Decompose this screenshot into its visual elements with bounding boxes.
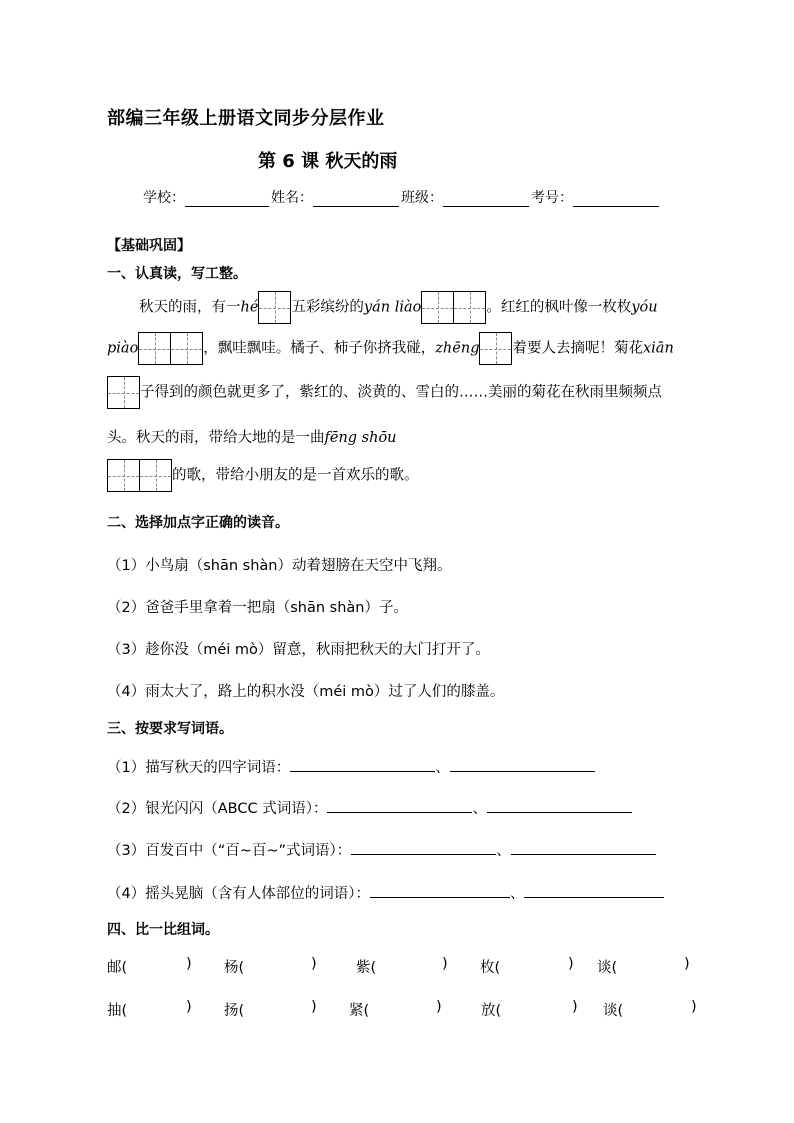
q2-item-1: （1）小鸟扇（shān shàn）动着翅膀在天空中飞翔。 — [107, 558, 452, 574]
student-info-row — [143, 187, 661, 207]
tianzige-box[interactable] — [421, 291, 486, 324]
word-pair-open: 谈( — [597, 960, 618, 976]
word-pair-close: ) — [186, 999, 192, 1015]
word-pair-open: 放( — [481, 1003, 502, 1019]
q3-prompt: （1）描写秋天的四字词语： — [107, 760, 291, 776]
q1-text: 五彩缤纷的 — [291, 299, 364, 316]
q1-text: 子得到的颜色就更多了，紫红的、淡黄的、雪白的……美丽的菊花在秋雨里频频点 — [140, 384, 662, 401]
lesson-title: 第 6 课 秋天的雨 — [258, 151, 398, 172]
word-pair-open: 邮( — [107, 960, 128, 976]
tianzige-box[interactable] — [138, 332, 203, 365]
q1-line-1 — [139, 291, 658, 324]
q3-prompt: （2）银光闪闪（ABCC 式词语）： — [107, 801, 328, 817]
pinyin-piao: piào — [107, 340, 139, 357]
q3-prompt: （4）摇头晃脑（含有人体部位的词语）： — [107, 886, 370, 902]
name-blank[interactable] — [313, 192, 399, 207]
pinyin-yanliao: yán liào — [363, 299, 422, 316]
tianzige-box[interactable] — [479, 332, 512, 365]
q4-row-1 — [0, 956, 794, 978]
class-label: 班级： — [401, 190, 443, 206]
q3-item-2 — [107, 797, 632, 818]
answer-blank[interactable] — [370, 883, 510, 898]
word-pair-open: 紫( — [356, 960, 377, 976]
answer-blank[interactable] — [524, 883, 664, 898]
separator: 、 — [472, 801, 487, 817]
q1-line-2 — [107, 332, 674, 365]
exam-number-blank[interactable] — [573, 192, 659, 207]
separator: 、 — [496, 843, 511, 859]
separator: 、 — [435, 760, 450, 776]
answer-blank[interactable] — [327, 798, 472, 813]
q3-prompt: （3）百发百中（“百~百~”式词语）： — [107, 843, 352, 859]
word-pair-open: 杨( — [224, 960, 245, 976]
q1-text: ，飘哇飘哇。橘子、柿子你挤我碰， — [203, 340, 436, 357]
pinyin-fengshou: fēng shōu — [324, 430, 397, 446]
separator: 、 — [509, 886, 525, 902]
tianzige-box[interactable] — [258, 291, 291, 324]
word-pair-close: ) — [311, 999, 317, 1015]
pinyin-he: hé — [240, 299, 259, 316]
q1-text: 头。秋天的雨，带给大地的是一曲 — [107, 430, 325, 446]
answer-blank[interactable] — [351, 840, 496, 855]
q1-heading: 一、认真读，写工整。 — [107, 266, 247, 282]
pinyin-you: yóu — [631, 299, 658, 316]
name-label: 姓名： — [271, 190, 313, 206]
worksheet-title: 部编三年级上册语文同步分层作业 — [107, 108, 385, 129]
word-pair-close: ) — [311, 956, 317, 972]
answer-blank[interactable] — [511, 840, 656, 855]
q2-heading: 二、选择加点字正确的读音。 — [107, 515, 289, 531]
word-pair-open: 紧( — [349, 1003, 370, 1019]
q4-heading: 四、比一比组词。 — [107, 922, 219, 938]
word-pair-close: ) — [186, 956, 192, 972]
q1-text: 秋天的雨，有一 — [139, 299, 241, 316]
exam-number-label: 考号： — [531, 190, 573, 206]
q3-item-3 — [107, 839, 656, 860]
pinyin-zheng: zhēng — [435, 340, 480, 357]
q3-heading: 三、按要求写词语。 — [107, 721, 233, 737]
section-label: 【基础巩固】 — [107, 238, 191, 254]
word-pair-close: ) — [684, 956, 690, 972]
tianzige-box[interactable] — [107, 376, 140, 409]
school-blank[interactable] — [185, 192, 269, 207]
answer-blank[interactable] — [290, 757, 435, 772]
word-pair-close: ) — [436, 999, 442, 1015]
word-pair-open: 谈( — [603, 1003, 624, 1019]
word-pair-open: 抽( — [107, 1003, 128, 1019]
school-label: 学校： — [143, 190, 185, 206]
answer-blank[interactable] — [487, 798, 632, 813]
q1-line-5 — [107, 459, 419, 492]
word-pair-close: ) — [572, 999, 578, 1015]
q1-text: 。红红的枫叶像一枚枚 — [486, 299, 632, 316]
tianzige-box[interactable] — [107, 459, 172, 492]
q3-item-4 — [107, 882, 664, 903]
q2-item-2: （2）爸爸手里拿着一把扇（shān shàn）子。 — [107, 600, 408, 616]
word-pair-close: ) — [568, 956, 574, 972]
word-pair-open: 枚( — [480, 960, 501, 976]
pinyin-xian: xiān — [642, 340, 674, 357]
word-pair-open: 扬( — [224, 1003, 245, 1019]
q1-line-4 — [107, 426, 397, 447]
q4-row-2 — [0, 999, 794, 1021]
class-blank[interactable] — [443, 192, 529, 207]
q1-text: 的歌，带给小朋友的是一首欢乐的歌。 — [172, 467, 419, 484]
answer-blank[interactable] — [450, 757, 595, 772]
q1-line-3 — [107, 376, 662, 409]
q2-item-3: （3）趁你没（méi mò）留意，秋雨把秋天的大门打开了。 — [107, 642, 490, 658]
word-pair-close: ) — [691, 999, 697, 1015]
word-pair-close: ) — [442, 956, 448, 972]
q3-item-1 — [107, 756, 595, 777]
q2-item-4: （4）雨太大了，路上的积水没（méi mò）过了人们的膝盖。 — [107, 684, 505, 700]
q1-text: 着要人去摘呢！菊花 — [512, 340, 643, 357]
